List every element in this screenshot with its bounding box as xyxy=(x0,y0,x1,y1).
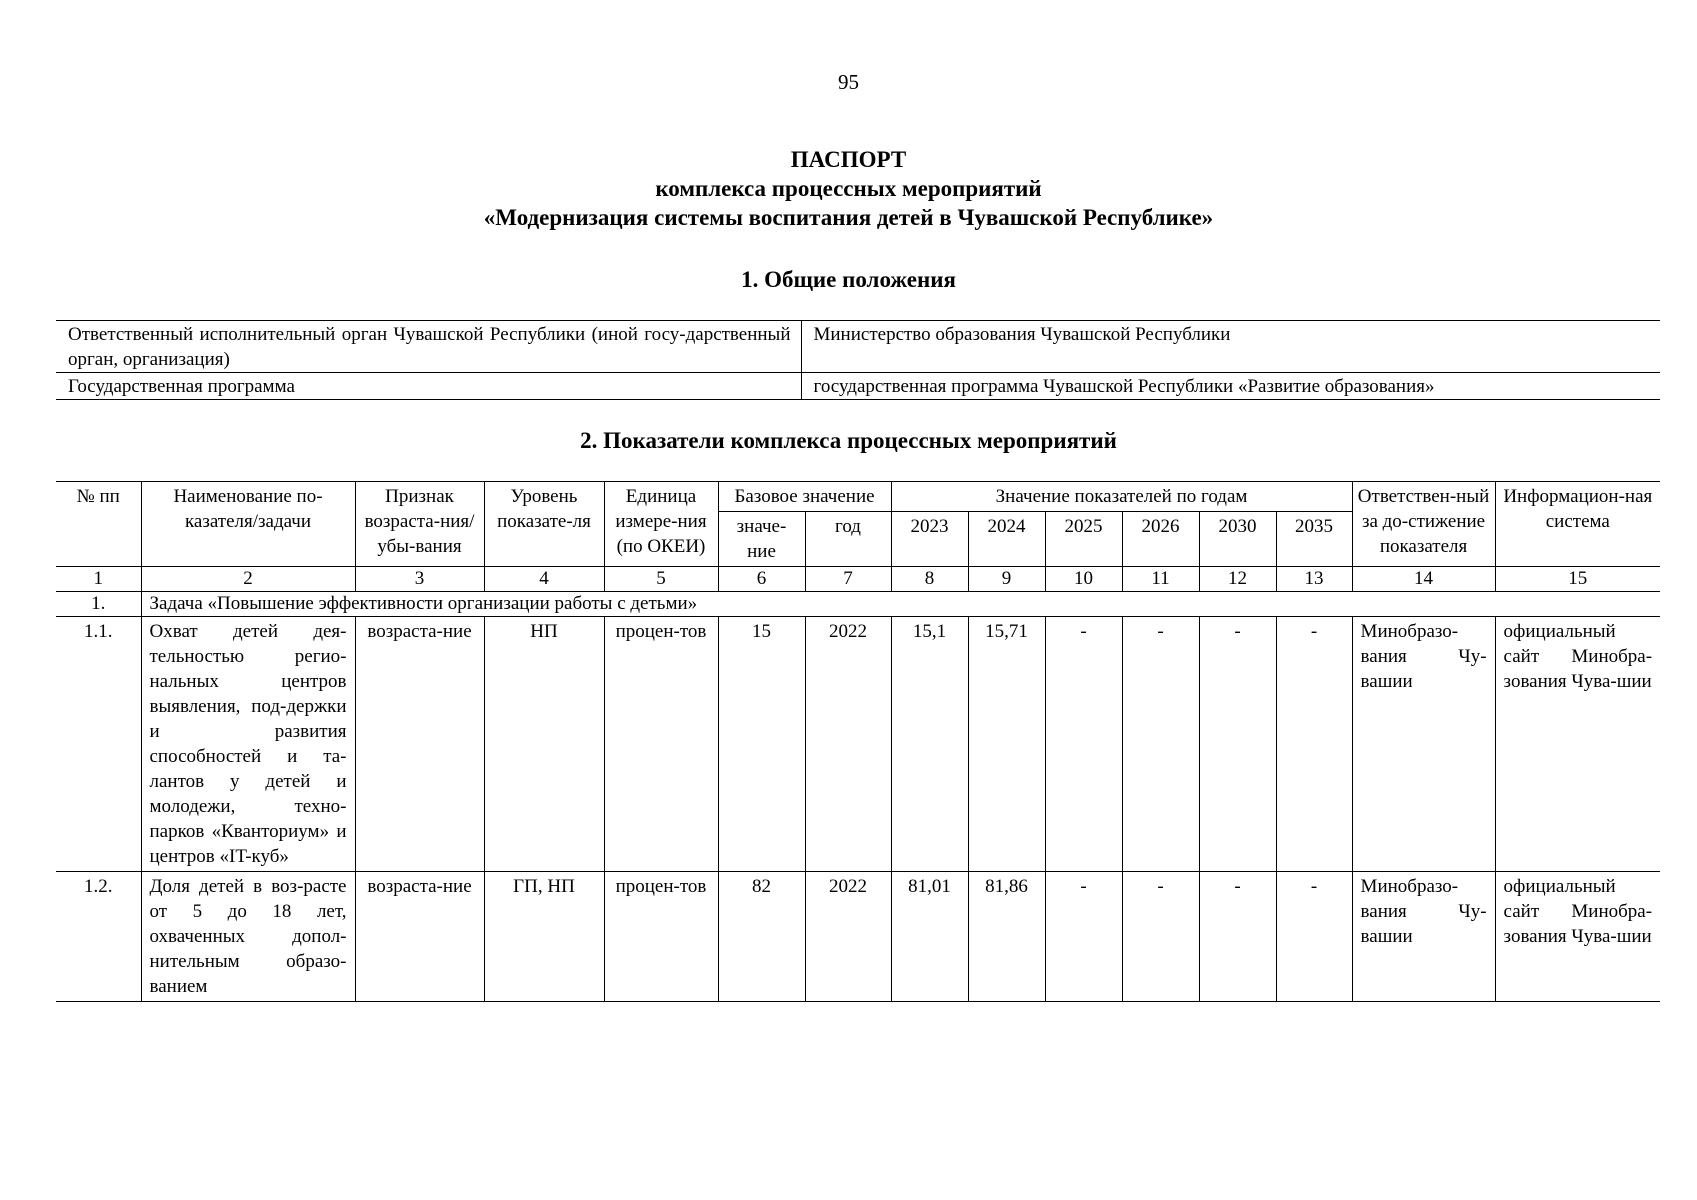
section-1-title: 1. Общие положения xyxy=(741,267,956,292)
page-number: 95 xyxy=(838,70,859,94)
header-num: № пп xyxy=(56,482,141,567)
header-year: 2030 xyxy=(1199,512,1276,567)
section-2-title: 2. Показатели комплекса процессных мероприятий xyxy=(580,428,1117,453)
table-row xyxy=(56,321,1660,373)
row-value-2023: 15,1 xyxy=(891,617,968,872)
header-infosys: Информацион-ная система xyxy=(1495,482,1660,567)
row-base-year: 2022 xyxy=(805,617,891,872)
row-num: 1.1. xyxy=(56,617,141,872)
row-base-value: 15 xyxy=(718,617,805,872)
row-responsible: Минобразо-вания Чу-вашии xyxy=(1352,617,1495,872)
indicators-table xyxy=(56,481,1660,1002)
row-base-year: 2022 xyxy=(805,872,891,1002)
column-number: 12 xyxy=(1199,567,1276,592)
header-name: Наименование по-казателя/задачи xyxy=(141,482,355,567)
row-value-2035: - xyxy=(1276,617,1352,872)
column-number: 15 xyxy=(1495,567,1660,592)
column-number: 10 xyxy=(1045,567,1122,592)
header-year: 2023 xyxy=(891,512,968,567)
row-num: 1.2. xyxy=(56,872,141,1002)
general-label: Ответственный исполнительный орган Чувашской Республики (иной госу-дарственный орган, организация) xyxy=(56,321,801,373)
general-provisions-table xyxy=(56,320,1660,400)
column-number: 13 xyxy=(1276,567,1352,592)
document-title xyxy=(0,145,1697,232)
general-label: Государственная программа xyxy=(56,373,801,400)
column-number: 6 xyxy=(718,567,805,592)
column-number: 4 xyxy=(484,567,604,592)
column-number: 11 xyxy=(1122,567,1199,592)
header-base-value: значе-ние xyxy=(718,512,805,567)
column-number: 14 xyxy=(1352,567,1495,592)
column-number: 3 xyxy=(355,567,484,592)
header-unit: Единица измере-ния (по ОКЕИ) xyxy=(604,482,718,567)
table-row xyxy=(56,373,1660,400)
row-value-2026: - xyxy=(1122,872,1199,1002)
row-value-2030: - xyxy=(1199,617,1276,872)
row-value-2026: - xyxy=(1122,617,1199,872)
task-row xyxy=(56,592,1660,617)
header-row xyxy=(56,482,1660,512)
row-name: Охват детей дея-тельностью регио-нальных центров выявления, под-держки и развития способностей и та-лантов у детей и молодежи, техно-парков «Кванториум» и центров «IT-куб» xyxy=(141,617,355,872)
header-year: 2024 xyxy=(968,512,1045,567)
header-year: 2025 xyxy=(1045,512,1122,567)
row-unit: процен-тов xyxy=(604,872,718,1002)
row-value-2025: - xyxy=(1045,872,1122,1002)
task-num: 1. xyxy=(56,592,141,617)
header-level: Уровень показате-ля xyxy=(484,482,604,567)
table-row xyxy=(56,872,1660,1002)
column-numbers-row xyxy=(56,567,1660,592)
header-base: Базовое значение xyxy=(718,482,891,512)
row-name: Доля детей в воз-расте от 5 до 18 лет, охваченных допол-нительным образо-ванием xyxy=(141,872,355,1002)
header-base-year: год xyxy=(805,512,891,567)
row-value-2024: 81,86 xyxy=(968,872,1045,1002)
row-infosys: официальный сайт Минобра-зования Чува-шии xyxy=(1495,617,1660,872)
general-value: Министерство образования Чувашской Республики xyxy=(801,321,1660,373)
row-base-value: 82 xyxy=(718,872,805,1002)
row-value-2030: - xyxy=(1199,872,1276,1002)
row-sign: возраста-ние xyxy=(355,617,484,872)
row-level: НП xyxy=(484,617,604,872)
column-number: 9 xyxy=(968,567,1045,592)
row-level: ГП, НП xyxy=(484,872,604,1002)
general-value: государственная программа Чувашской Республики «Развитие образования» xyxy=(801,373,1660,400)
row-value-2024: 15,71 xyxy=(968,617,1045,872)
row-value-2025: - xyxy=(1045,617,1122,872)
header-sign: Признак возраста-ния/убы-вания xyxy=(355,482,484,567)
row-value-2035: - xyxy=(1276,872,1352,1002)
column-number: 5 xyxy=(604,567,718,592)
row-sign: возраста-ние xyxy=(355,872,484,1002)
row-infosys: официальный сайт Минобра-зования Чува-шии xyxy=(1495,872,1660,1002)
column-number: 8 xyxy=(891,567,968,592)
row-value-2023: 81,01 xyxy=(891,872,968,1002)
title-subtitle: комплекса процессных мероприятий xyxy=(655,176,1042,201)
column-number: 1 xyxy=(56,567,141,592)
row-unit: процен-тов xyxy=(604,617,718,872)
row-responsible: Минобразо-вания Чу-вашии xyxy=(1352,872,1495,1002)
task-text: Задача «Повышение эффективности организации работы с детьми» xyxy=(141,592,1660,617)
table-row xyxy=(56,617,1660,872)
header-year: 2035 xyxy=(1276,512,1352,567)
column-number: 2 xyxy=(141,567,355,592)
header-years-group: Значение показателей по годам xyxy=(891,482,1352,512)
column-number: 7 xyxy=(805,567,891,592)
header-responsible: Ответствен-ный за до-стижение показателя xyxy=(1352,482,1495,567)
title-passport: ПАСПОРТ xyxy=(790,147,907,172)
title-program-name: «Модернизация системы воспитания детей в Чувашской Республике» xyxy=(483,205,1214,230)
header-year: 2026 xyxy=(1122,512,1199,567)
